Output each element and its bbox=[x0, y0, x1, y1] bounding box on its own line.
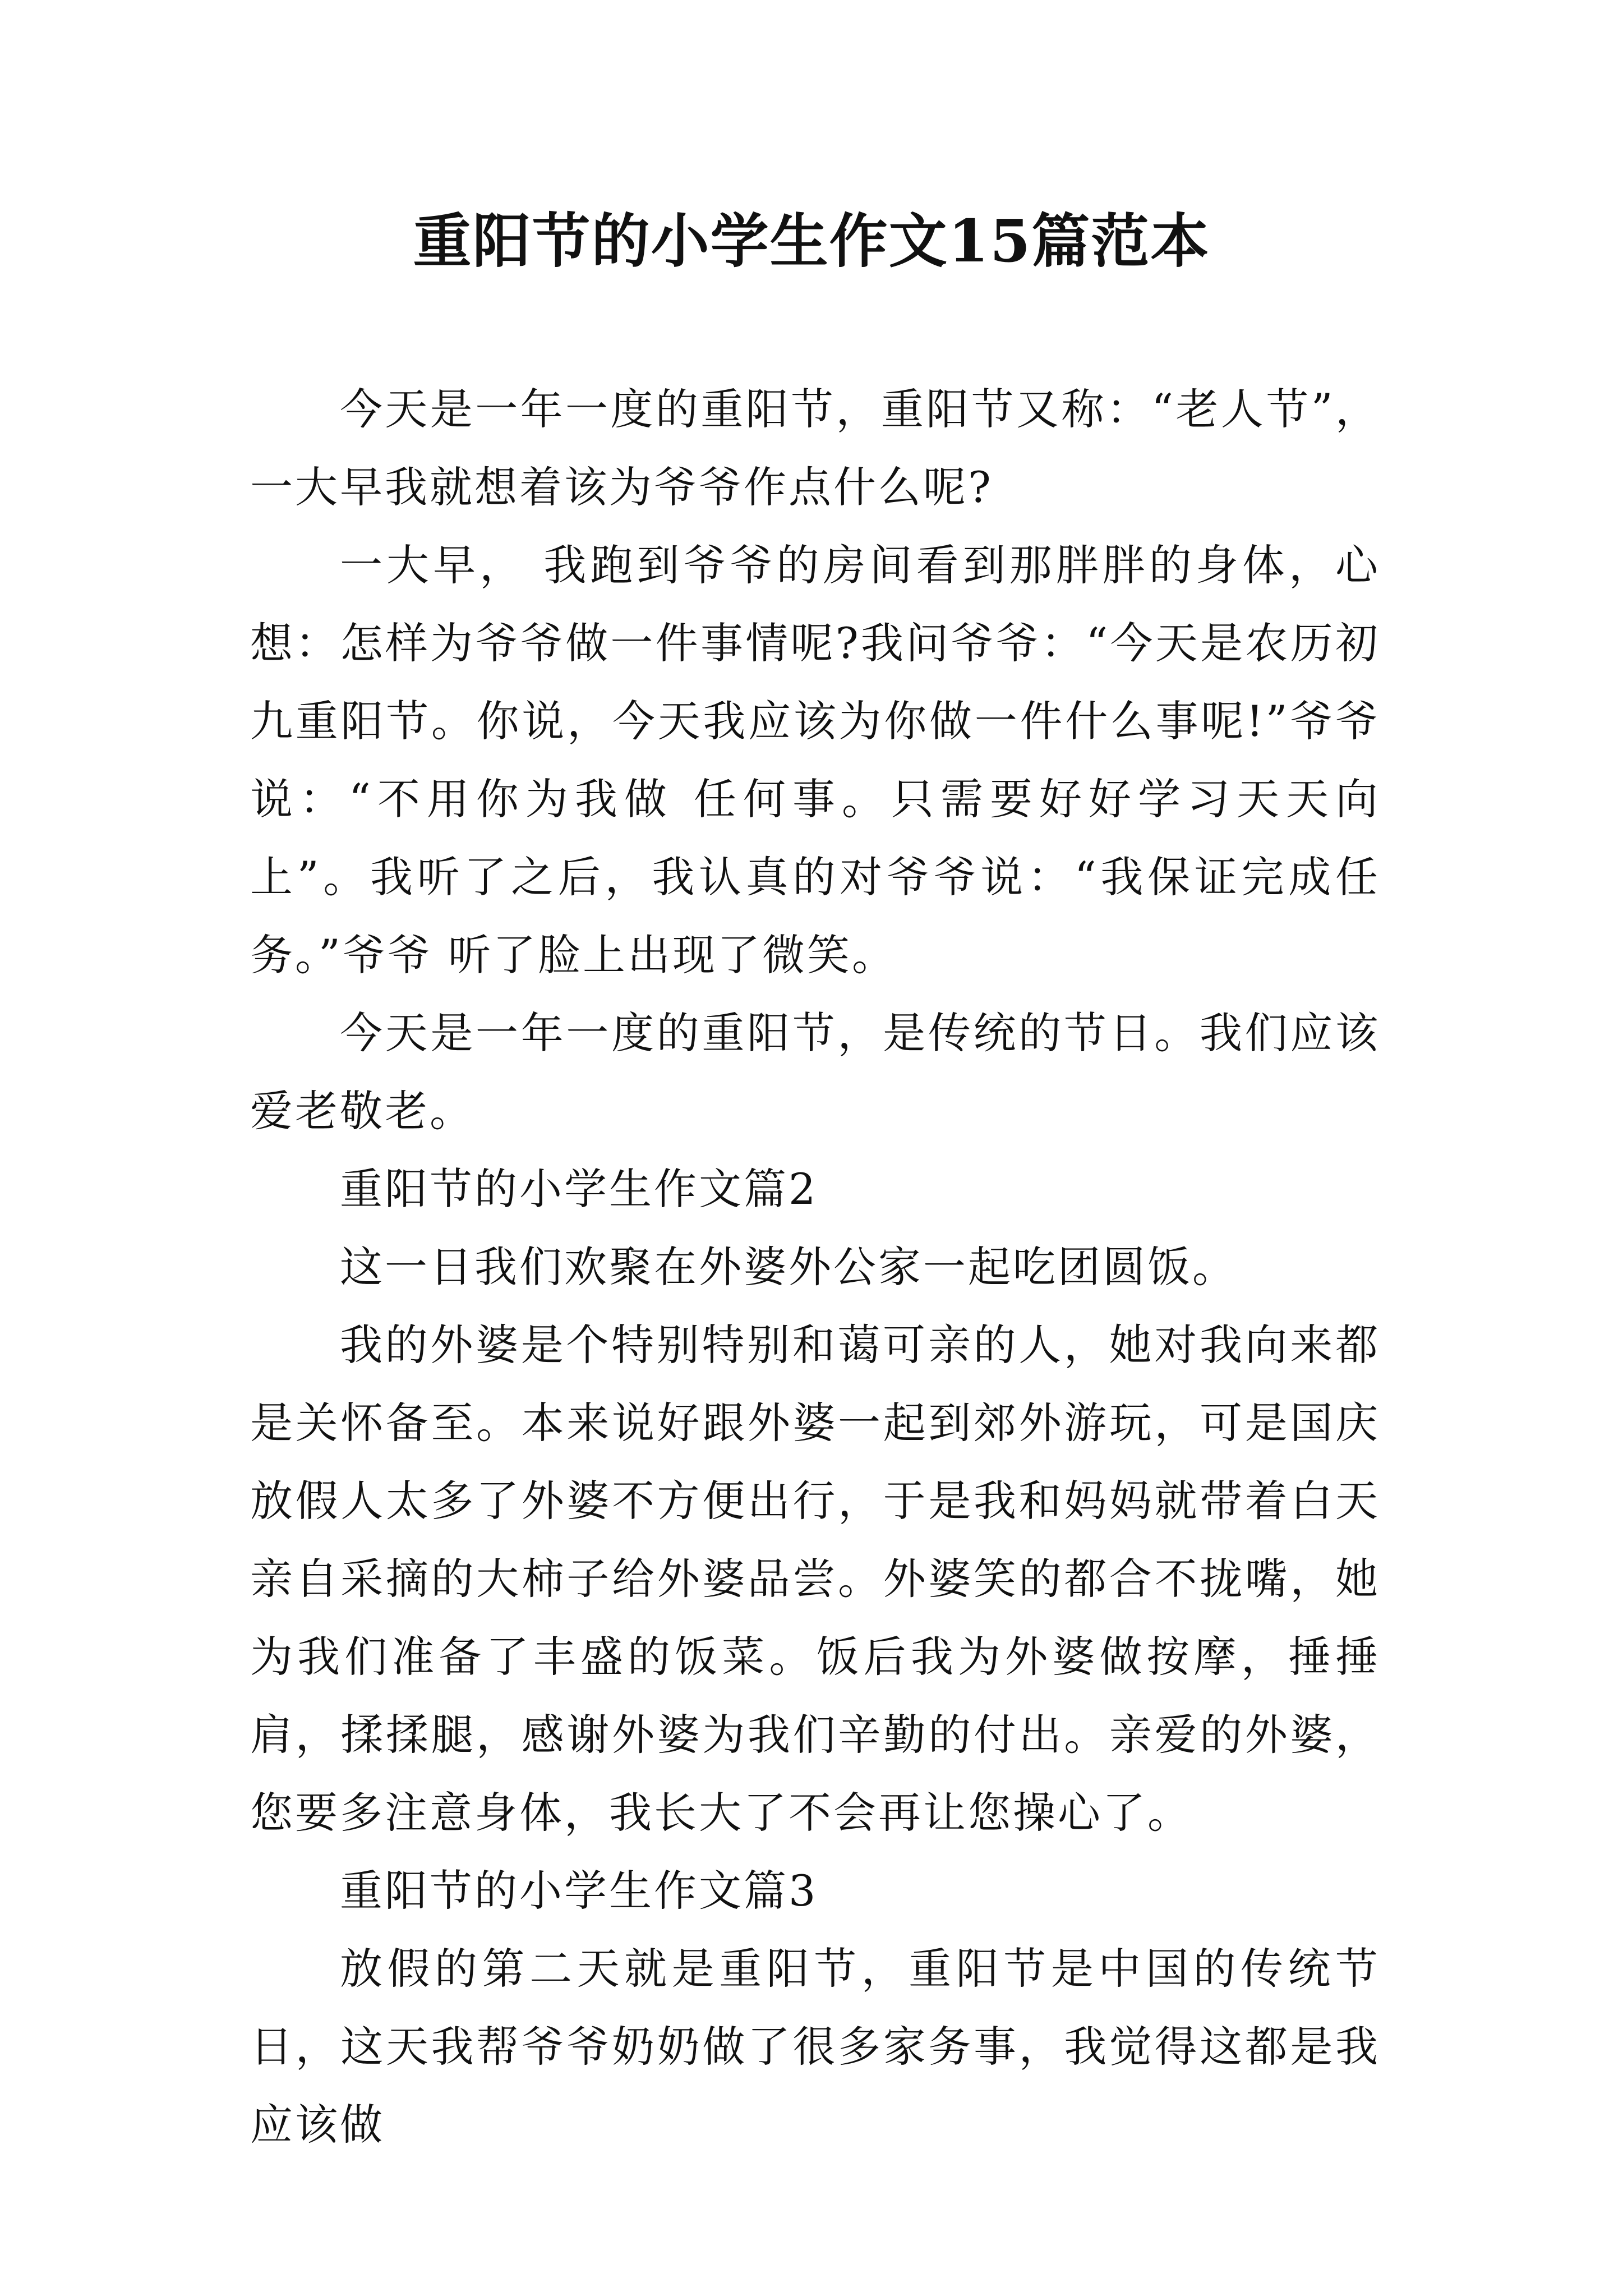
section-heading-3: 重阳节的小学生作文篇3 bbox=[340, 1866, 818, 1916]
paragraph-2: 一大早， 我跑到爷爷的房间看到那胖胖的身体，心想：怎样为爷爷做一件事情呢?我问爷爷：“今天是农历初九重阳节。你说，今天我应该为你做一件什么事呢!”爷爷说：“不用你为我做 任何事。只需要好好学习天天向上”。我听了之后，我认真的对爷爷说：“我保证完成任务。”爷爷 听了脸上出现了微笑。 bbox=[250, 540, 1380, 980]
paragraph-5: 我的外婆是个特别特别和蔼可亲的人，她对我向来都是关怀备至。本来说好跟外婆一起到郊外游玩，可是国庆放假人太多了外婆不方便出行，于是我和妈妈就带着白天亲自采摘的大柿子给外婆品尝。外婆笑的都合不拢嘴，她为我们准备了丰盛的饭菜。饭后我为外婆做按摩，捶捶肩，揉揉腿，感谢外婆为我们辛勤的付出。亲爱的外婆，您要多注意身体，我长大了不会再让您操心了。 bbox=[250, 1320, 1380, 1838]
paragraph-4: 这一日我们欢聚在外婆外公家一起吃团圆饭。 bbox=[340, 1242, 1237, 1292]
paragraph-6: 放假的第二天就是重阳节，重阳节是中国的传统节日，这天我帮爷爷奶奶做了很多家务事，我觉得这都是我应该做 bbox=[250, 1944, 1380, 2150]
document-body bbox=[250, 370, 1380, 2164]
paragraph-1: 今天是一年一度的重阳节，重阳节又称：“老人节”，一大早我就想着该为爷爷作点什么呢? bbox=[250, 384, 1380, 512]
section-heading-2: 重阳节的小学生作文篇2 bbox=[340, 1164, 818, 1214]
document-title: 重阳节的小学生作文15篇范本 bbox=[413, 206, 1210, 275]
paragraph-3: 今天是一年一度的重阳节，是传统的节日。我们应该爱老敬老。 bbox=[250, 1008, 1380, 1136]
